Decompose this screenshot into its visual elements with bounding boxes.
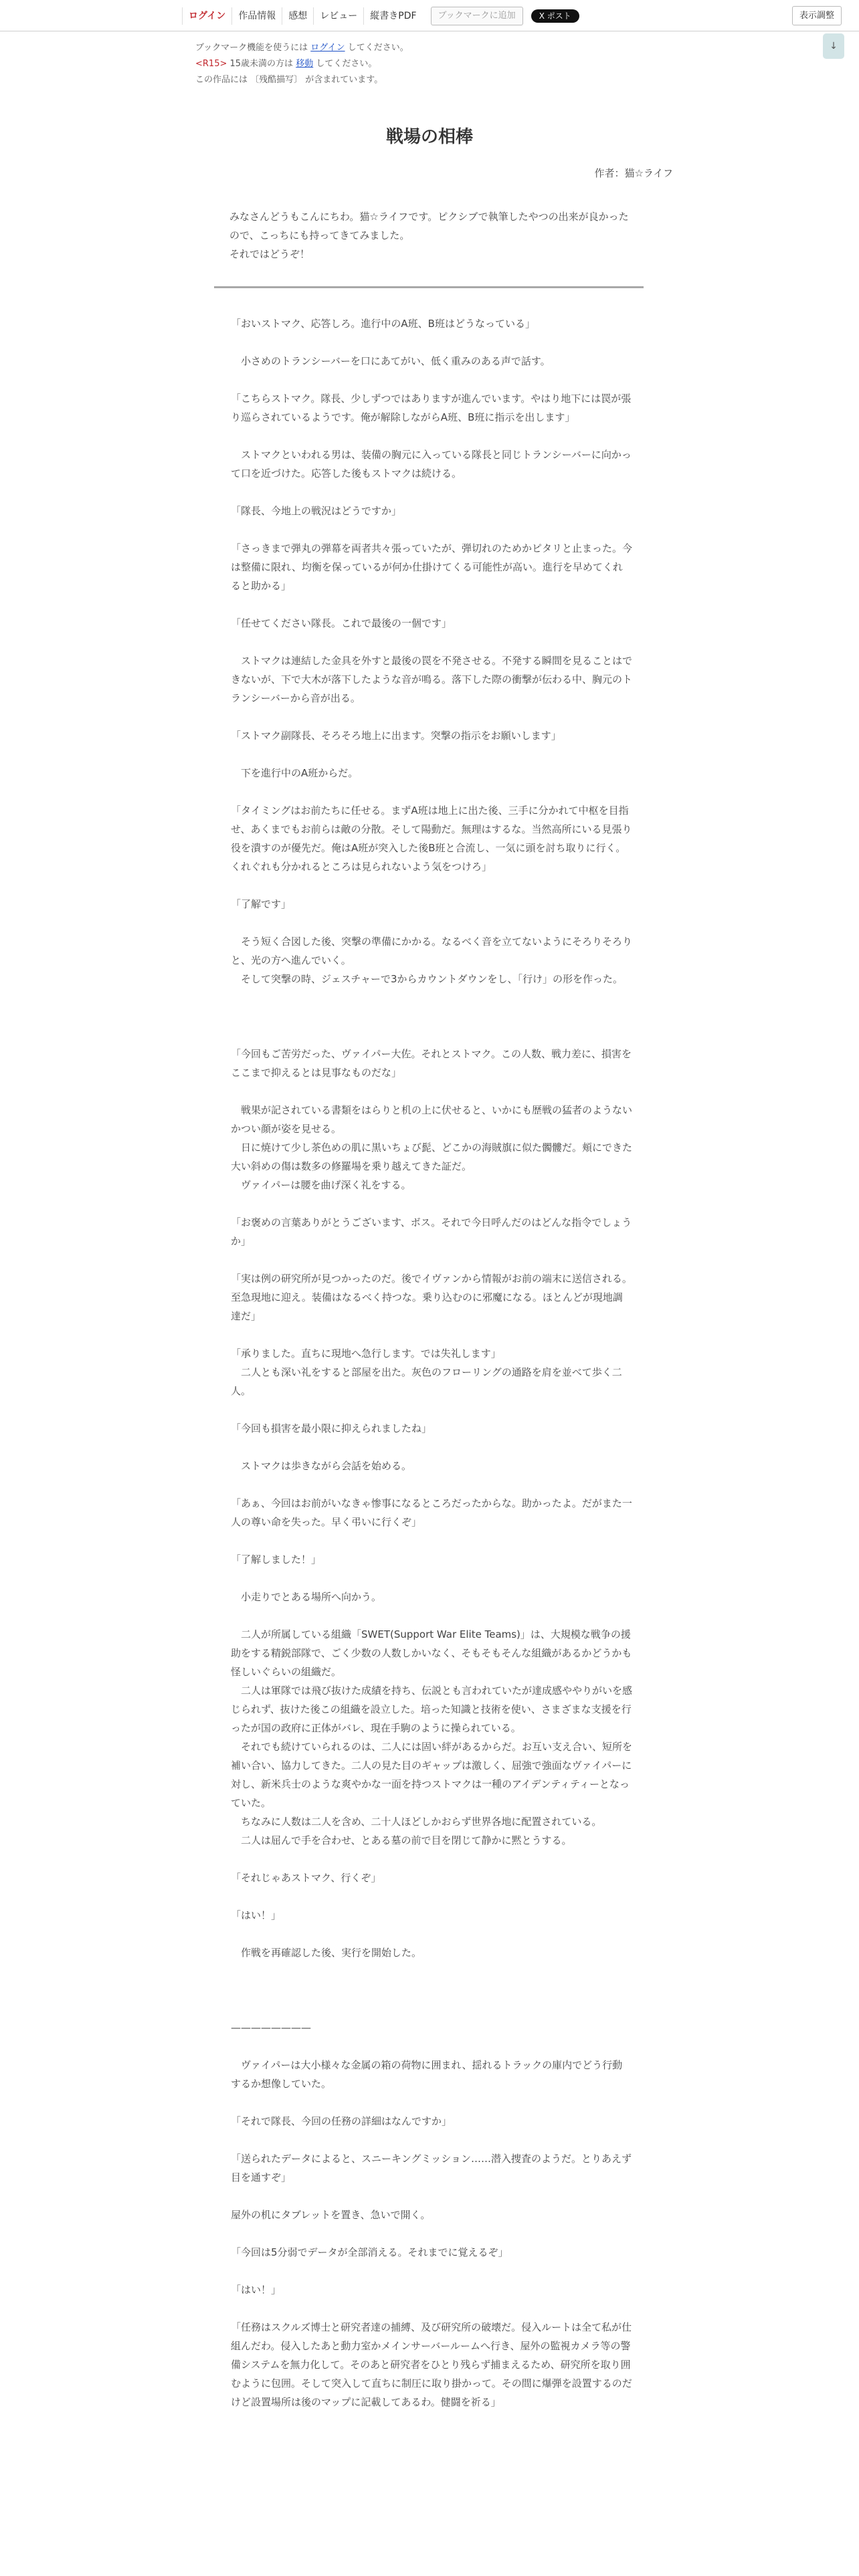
novel-paragraph: 屋外の机にタブレットを置き、急いで開く。 [231,2209,431,2221]
novel-paragraph: 「隊長、今地上の戦況はどうですか」 [231,505,402,517]
novel-paragraph: 二人が所属している組織「SWET(Support War Elite Teams)」は、大規模な戦争の援助をする精鋭部隊で、ごく少数の人数しかいなく、そもそもそんな組織があるかどうかも怪しいぐらいの組織だ。 二人は軍隊では飛び抜けた成績を持ち、伝説とも言われていたが達成感ややりがいを感じられず、抜けた後この組織を設立した。培った知識と技術を使い、さまざまな支援を行ったが国の政府に正体がバレ、現在手駒のように操られている。 それでも続けていられるのは、二人には固い絆があるからだ。お互い支え合い、短所を補い合い、協力してきた。二人の見た目のギャップは激しく、屈強で強面なヴァイパーに対し、新米兵士のような爽やかな一面を持つストマクは一種のアイデンティティーとなっていた。 ちなみに人数は二人を含め、二十人ほどしかおらず世界各地に配置されている。 二人は屈んで手を合わせ、とある墓の前で目を閉じて静かに黙とうする。 [231,1628,633,1846]
novel-paragraph: ストマクは歩きながら会話を始める。 [231,1460,412,1472]
novel-paragraph: 「送られたデータによると、スニーキングミッション……潜入捜査のようだ。とりあえず目を通すぞ」 [231,2153,632,2183]
novel-paragraph: 「タイミングはお前たちに任せる。まずA班は地上に出た後、三手に分かれて中枢を目指せ、あくまでもお前らは敵の分散。そして陽動だ。無理はするな。当然高所にいる見張り役を潰すのが優先だ。俺はA班が突入した後B班と合流し、一気に頭を討ち取りに行く。くれぐれも分かれるところは見られないよう気をつけろ」 [231,804,632,873]
impressions-link[interactable]: 感想 [282,7,313,25]
novel-body [231,314,632,2430]
novel-paragraph: 「さっきまで弾丸の弾幕を両者共々張っていたが、弾切れのためかピタリと止まった。今は整備に限れ、均衡を保っているが何か仕掛けてくる可能性が高い。進行を早めてくれると助かる」 [231,542,633,592]
novel-paragraph: 「今回もご苦労だった、ヴァイパー大佐。それとストマク。この人数、戦力差に、損害をここまで抑えるとは見事なものだな」 [231,1048,632,1079]
content-warning: この作品には 〔残酷描写〕 が含まれています。 [195,75,383,85]
bookmark-notice-suffix: してください。 [347,43,409,53]
scroll-down-icon[interactable]: ↓ [823,33,844,59]
novel-paragraph: 「おいストマク、応答しろ。進行中のA班、B班はどうなっている」 [231,318,535,330]
novel-paragraph: ストマクは連結した金具を外すと最後の罠を不発させる。不発する瞬間を見ることはできないが、下で大木が落下したような音が鳴る。落下した際の衝撃が伝わる中、胸元のトランシーバーから音が出る。 [231,655,633,704]
novel-paragraph: 下を進行中のA班からだ。 [231,767,359,779]
notice-area [195,40,409,88]
novel-paragraph: 「了解です」 [231,898,292,910]
novel-paragraph: そう短く合図した後、突撃の準備にかかる。なるべく音を立てないようにそろりそろりと、光の方へ進んでいく。 そして突撃の時、ジェスチャーで3からカウントダウンをし、「行け」の形を作った。 [231,936,633,985]
novel-paragraph: 「実は例の研究所が見つかったのだ。後でイヴァンから情報がお前の端末に送信される。至急現地に迎え。装備はなるべく持つな。乗り込むのに邪魔になる。ほとんどが現地調達だ」 [231,1273,632,1322]
novel-paragraph: 「お褒めの言葉ありがとうございます、ボス。それで今日呼んだのはどんな指令でしょうか」 [231,1216,632,1247]
novel-paragraph: 「ストマク副隊長、そろそろ地上に出ます。突撃の指示をお願いします」 [231,730,561,742]
header-nav [182,7,579,25]
r15-notice-text: 15歳未満の方は [229,59,294,69]
preface-text: みなさんどうもこんにちわ。猫☆ライフです。ピクシブで執筆したやつの出来が良かったので、こっちにも持ってきてみました。 それではどうぞ！ [229,211,629,260]
display-settings-button[interactable]: 表示調整 [792,6,842,25]
novel-paragraph: 「承りました。直ちに現地へ急行します。では失礼します」 二人とも深い礼をすると部屋を出た。灰色のフローリングの通路を肩を並べて歩く二人。 [231,1348,622,1397]
work-info-link[interactable]: 作品情報 [231,7,282,25]
novel-paragraph: ヴァイパーは大小様々な金属の箱の荷物に囲まれ、揺れるトラックの庫内でどう行動するか想像していた。 [231,2059,623,2090]
login-inline-link[interactable]: ログイン [310,43,345,53]
novel-paragraph: 「はい！」 [231,2284,282,2296]
novel-paragraph: 「了解しました！」 [231,1553,322,1566]
novel-paragraph: 小さめのトランシーバーを口にあてがい、低く重みのある声で話す。 [231,355,551,367]
novel-paragraph: 「任せてください隊長。これで最後の一個です」 [231,617,452,629]
login-link[interactable]: ログイン [182,7,231,25]
vertical-pdf-link[interactable]: 縦書きPDF [363,7,422,25]
r15-tag: <R15> [195,59,227,69]
novel-paragraph: 「それじゃあストマク、行くぞ」 [231,1872,381,1884]
x-post-button[interactable]: X ポスト [531,9,579,23]
move-link[interactable]: 移動 [296,59,314,69]
novel-paragraph: 小走りでとある場所へ向かう。 [231,1591,382,1603]
novel-paragraph: 「あぁ、今回はお前がいなきゃ惨事になるところだったからな。助かったよ。だがまた一人の尊い命を失った。早く弔いに行くぞ」 [231,1497,632,1528]
bookmark-notice [195,40,409,56]
preface-divider [214,286,644,288]
novel-title: 戦場の相棒 [385,127,473,147]
novel-paragraph: 「任務はスクルズ博士と研究者達の捕縛、及び研究所の破壊だ。侵入ルートは全て私が仕組んだわ。侵入したあと動力室かメインサーバールームへ行き、屋外の監視カメラ等の警備システムを無力化して。そのあと研究者をひとり残らず捕まえるため、研究所を取り囲むように包囲。そして突入して直ちに制圧に取り掛かって。その間に爆弾を設置するのだけど設置場所は後のマップに記載してあるわ。健闘を祈る」 [231,2321,632,2408]
novel-paragraph: 「今回も損害を最小限に抑えられましたね」 [231,1422,432,1434]
novel-paragraph: 「それで隊長、今回の任務の詳細はなんですか」 [231,2115,452,2127]
author-line: 作者：猫☆ライフ [594,167,673,179]
novel-paragraph: 戦果が記されている書類をはらりと机の上に伏せると、いかにも歴戦の猛者のようないかつい顔が姿を見せる。 日に焼けて少し茶色めの肌に黒いちょび髭、どこかの海賊旗に似た髑髏だ。頬にできた大い斜めの傷は数多の修羅場を乗り越えてきた証だ。 ヴァイパーは腰を曲げ深く礼をする。 [231,1104,633,1191]
r15-notice [195,56,409,72]
r15-notice-suffix: してください。 [316,59,377,69]
add-bookmark-button[interactable]: ブックマークに追加 [431,7,523,25]
top-navigation-bar [0,0,859,31]
novel-paragraph: ———————— [231,2022,311,2034]
novel-paragraph: 「はい！」 [231,1909,282,1921]
novel-paragraph: 「今回は5分弱でデータが全部消える。それまでに覚えるぞ」 [231,2246,508,2258]
novel-paragraph: ストマクといわれる男は、装備の胸元に入っている隊長と同じトランシーバーに向かって口を近づけた。応答した後もストマクは続ける。 [231,449,632,479]
novel-paragraph: 「こちらストマク。隊長、少しずつではありますが進んでいます。やはり地下には罠が張り巡らされているようです。俺が解除しながらA班、B班に指示を出します」 [231,393,632,423]
bookmark-notice-text: ブックマーク機能を使うには [195,43,308,53]
novel-paragraph: 作戦を再確認した後、実行を開始した。 [231,1947,422,1959]
review-link[interactable]: レビュー [313,7,363,25]
